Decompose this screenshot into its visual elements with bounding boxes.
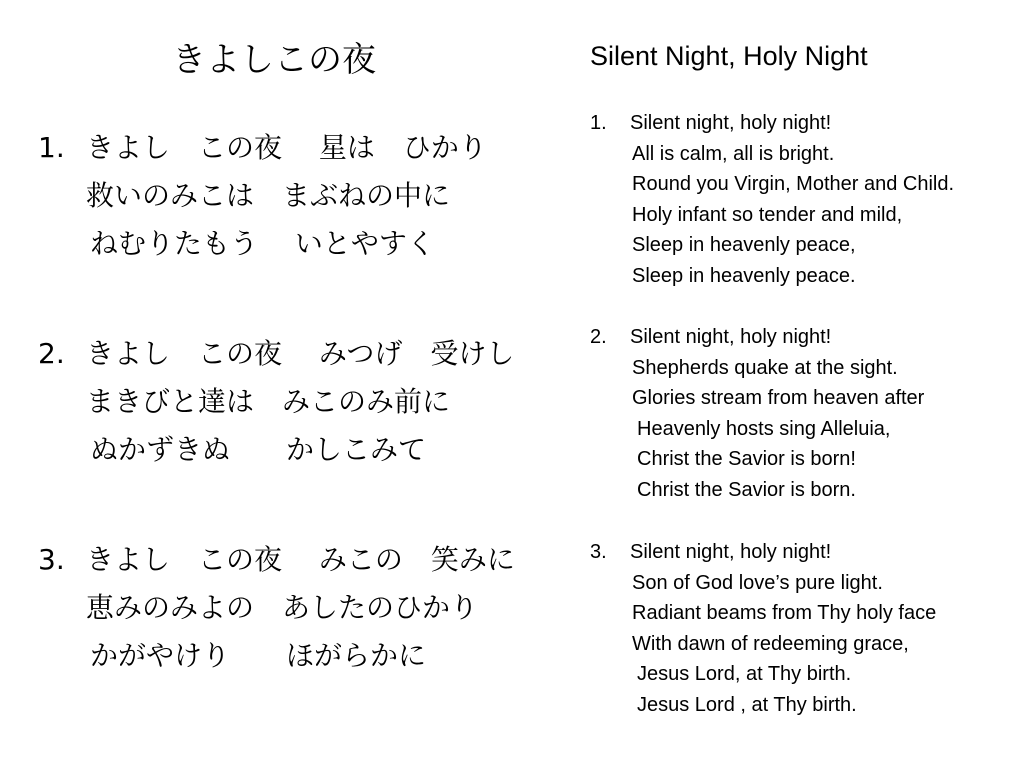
english-verse-line: Holy infant so tender and mild,	[632, 203, 903, 226]
japanese-verse-line: まきびと達は みこのみ前に	[86, 385, 451, 418]
english-verse-line: Sleep in heavenly peace,	[632, 234, 856, 257]
verse-text: Silent night, holy night!	[630, 326, 832, 348]
japanese-verse-line: かがやけり ほがらかに	[90, 639, 427, 672]
japanese-verse-2	[38, 330, 514, 474]
verse-number: 1.	[590, 112, 607, 134]
japanese-verse-line	[38, 124, 487, 172]
english-verse-line: Radiant beams from Thy holy face	[632, 602, 937, 625]
verse-text: Silent night, holy night!	[630, 112, 832, 134]
english-verse-line: Christ the Savior is born.	[637, 478, 856, 501]
verse-number: 1.	[38, 131, 65, 164]
verse-number: 2.	[590, 326, 607, 348]
japanese-verse-line: 恵みのみよの あしたのひかり	[86, 591, 479, 624]
verse-number: 3.	[590, 541, 607, 563]
japanese-title: きよしこの夜	[172, 40, 376, 80]
verse-number: 3.	[38, 543, 65, 576]
english-verse-1	[590, 108, 954, 292]
english-verse-line: Sleep in heavenly peace.	[632, 264, 856, 287]
english-verse-line: Round you Virgin, Mother and Child.	[632, 173, 955, 196]
english-verse-3	[590, 537, 936, 721]
english-verse-line: Son of God love’s pure light.	[632, 571, 883, 594]
english-verse-line: Shepherds quake at the sight.	[632, 356, 898, 379]
japanese-verse-1	[38, 124, 487, 268]
verse-text: きよし この夜 みこの 笑みに	[86, 543, 515, 576]
english-verse-line	[590, 108, 954, 139]
english-verse-line	[590, 322, 924, 353]
japanese-verse-line	[38, 330, 514, 378]
japanese-verse-3	[38, 536, 515, 680]
english-verse-2	[590, 322, 924, 506]
english-verse-line: Christ the Savior is born!	[637, 448, 856, 471]
english-verse-line: Heavenly hosts sing Alleluia,	[637, 417, 891, 440]
english-verse-line: Glories stream from heaven after	[632, 387, 925, 410]
english-title: Silent Night, Holy Night	[590, 41, 868, 71]
japanese-verse-line: ぬかずきぬ かしこみて	[90, 433, 427, 466]
english-verse-line: With dawn of redeeming grace,	[632, 632, 909, 655]
verse-text: Silent night, holy night!	[630, 541, 832, 563]
verse-text: きよし この夜 みつげ 受けし	[86, 337, 515, 370]
english-verse-line: Jesus Lord, at Thy birth.	[637, 663, 852, 686]
english-verse-line: Jesus Lord , at Thy birth.	[637, 693, 857, 716]
japanese-verse-line	[38, 536, 515, 584]
verse-text: きよし この夜 星は ひかり	[86, 131, 487, 164]
verse-number: 2.	[38, 337, 65, 370]
english-verse-line	[590, 537, 936, 568]
japanese-verse-line: 救いのみこは まぶねの中に	[86, 179, 451, 212]
japanese-verse-line: ねむりたもう いとやすく	[90, 227, 435, 260]
english-verse-line: All is calm, all is bright.	[632, 142, 835, 165]
